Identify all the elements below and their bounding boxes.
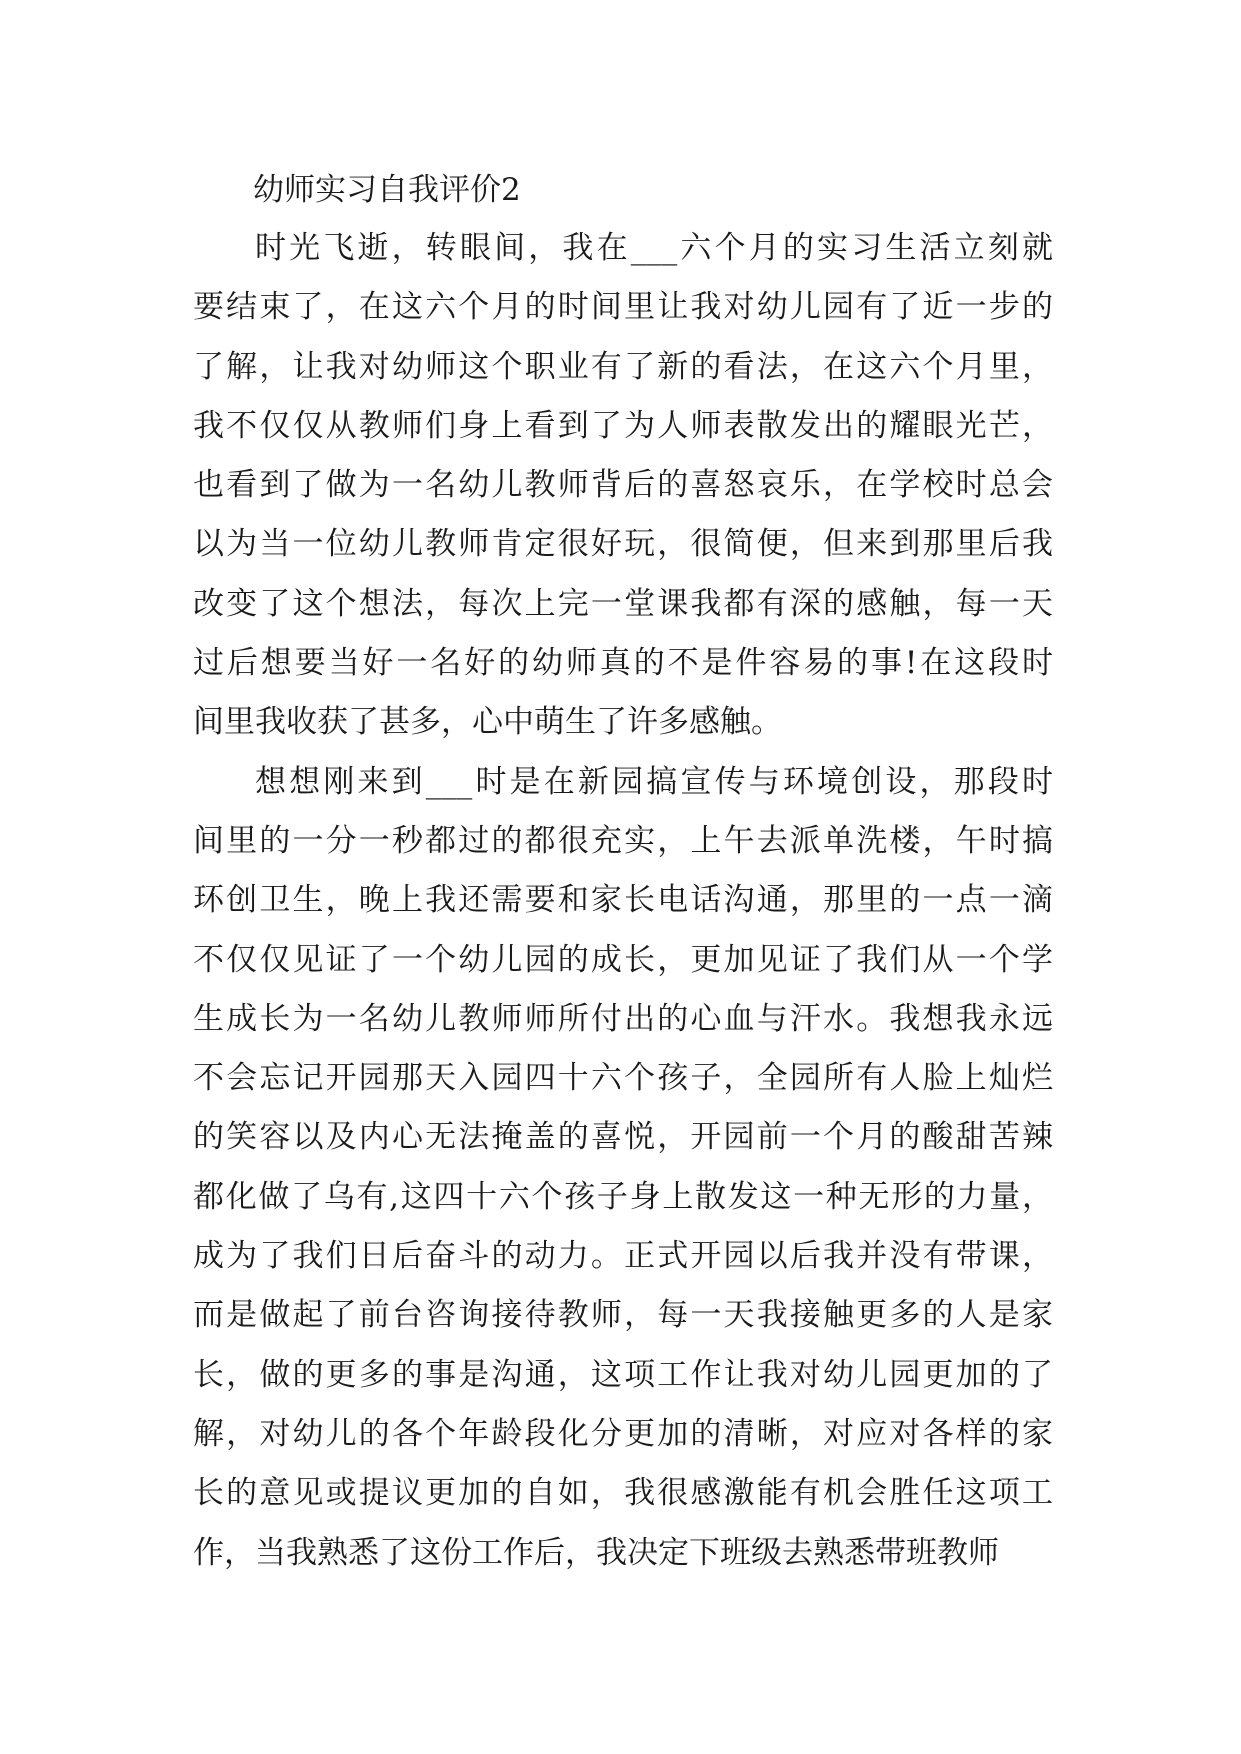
paragraph-line: 也看到了做为一名幼儿教师背后的喜怒哀乐，在学校时总会 <box>193 467 1053 504</box>
paragraph-line: 改变了这个想法，每次上完一堂课我都有深的感触，每一天 <box>193 585 1053 622</box>
paragraph-line: 我不仅仅从教师们身上看到了为人师表散发出的耀眼光芒， <box>193 407 1053 444</box>
paragraph <box>193 219 1053 753</box>
paragraph-line: 的笑容以及内心无法掩盖的喜悦，开园前一个月的酸甜苦辣 <box>193 1119 1053 1156</box>
paragraph-line: 作，当我熟悉了这份工作后，我决定下班级去熟悉带班教师 <box>193 1534 999 1571</box>
paragraph-line: 时光飞逝，转眼间，我在___六个月的实习生活立刻就 <box>255 230 1053 266</box>
paragraph-line: 而是做起了前台咨询接待教师，每一天我接触更多的人是家 <box>193 1297 1053 1334</box>
document-title: 幼师实习自我评价2 <box>253 172 521 208</box>
paragraph-line: 不仅仅见证了一个幼儿园的成长，更加见证了我们从一个学 <box>193 941 1053 978</box>
paragraph-line: 长，做的更多的事是沟通，这项工作让我对幼儿园更加的了 <box>193 1356 1053 1393</box>
paragraph <box>193 753 1053 1583</box>
paragraph-line: 间里的一分一秒都过的都很充实，上午去派单洗楼，午时搞 <box>193 822 1053 859</box>
paragraph-line: 不会忘记开园那天入园四十六个孩子，全园所有人脸上灿烂 <box>193 1060 1053 1097</box>
paragraph-line: 生成长为一名幼儿教师师所付出的心血与汗水。我想我永远 <box>193 1000 1053 1037</box>
paragraph-line: 了解，让我对幼师这个职业有了新的看法，在这六个月里， <box>193 348 1053 385</box>
document-body <box>193 161 1053 1583</box>
paragraph-line: 成为了我们日后奋斗的动力。正式开园以后我并没有带课， <box>193 1238 1053 1275</box>
paragraph-line: 间里我收获了甚多，心中萌生了许多感触。 <box>193 704 782 741</box>
paragraph-line: 长的意见或提议更加的自如，我很感激能有机会胜任这项工 <box>193 1475 1053 1512</box>
paragraph-line: 环创卫生，晚上我还需要和家长电话沟通，那里的一点一滴 <box>193 882 1053 919</box>
paragraph-line: 过后想要当好一名好的幼师真的不是件容易的事!在这段时 <box>193 645 1053 682</box>
paragraph-line: 解，对幼儿的各个年龄段化分更加的清晰，对应对各样的家 <box>193 1415 1053 1452</box>
paragraph-line: 都化做了乌有,这四十六个孩子身上散发这一种无形的力量， <box>193 1178 1053 1215</box>
paragraph-line: 要结束了，在这六个月的时间里让我对幼儿园有了近一步的 <box>193 289 1053 326</box>
paragraph-line: 想想刚来到___时是在新园搞宣传与环境创设，那段时 <box>255 763 1053 800</box>
paragraphs-container <box>193 219 1053 1583</box>
paragraph-line: 以为当一位幼儿教师肯定很好玩，很简便，但来到那里后我 <box>193 526 1053 563</box>
